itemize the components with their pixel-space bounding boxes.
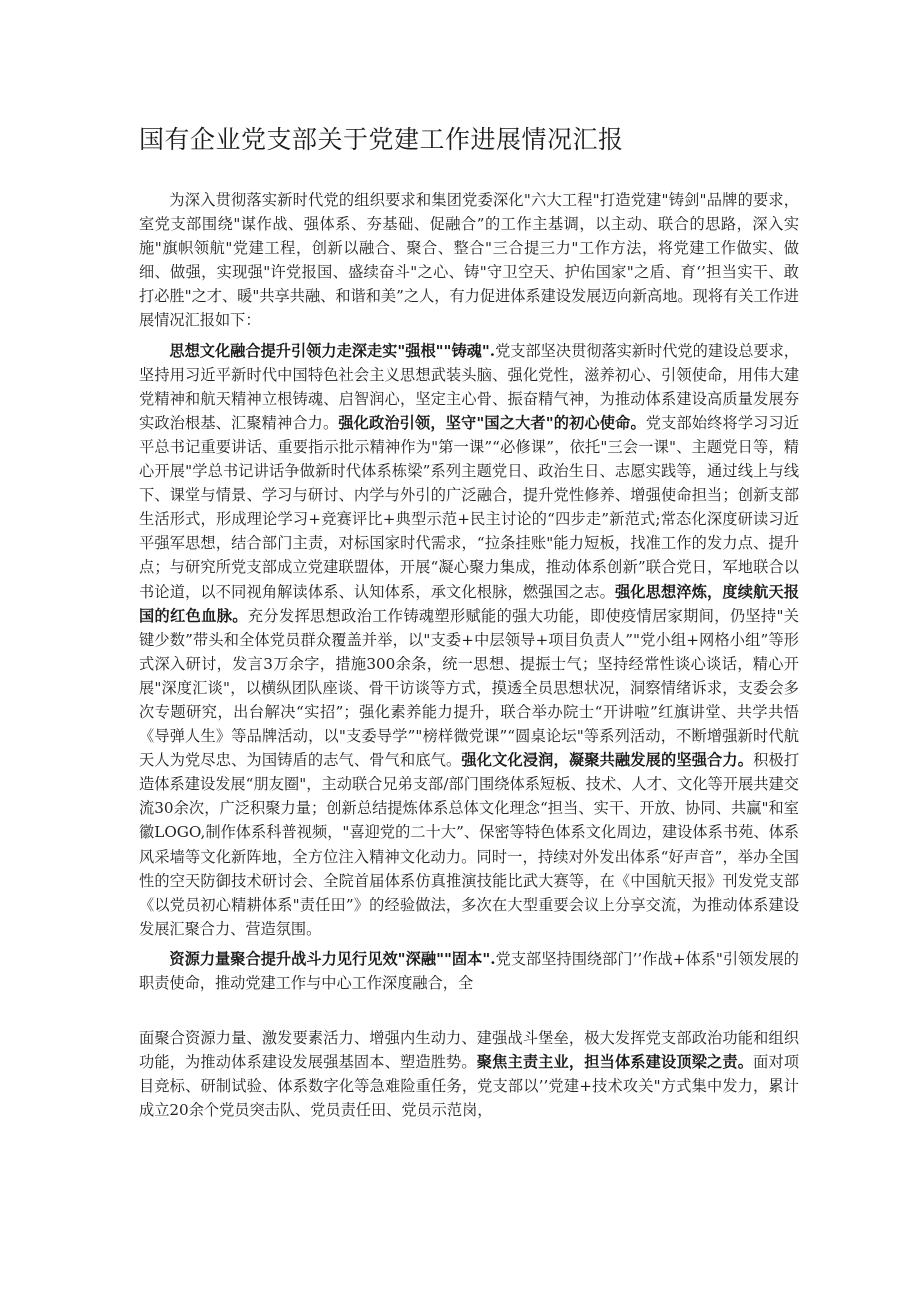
document-title: 国有企业党支部关于党建工作进展情况汇报: [139, 125, 624, 154]
intro-paragraph: 为深入贯彻落实新时代党的组织要求和集团党委深化"六大工程"打造党建"铸剑"品牌的要求，室党支部围绕"谋作战、强体系、夯基础、促融合”的工作主基调，以主动、联合的思路，深入实施"旗帜领航"党建工程，创新以融合、聚合、整合"三合提三力"工作方法，将党建工作做实、做细、做强，实现强"许党报国、盛续奋斗"之心、铸"守卫空天、护佑国家"之盾、育‘’担当实干、敢打必胜"之才、暖"共享共融、和谐和美”之人，有力促进体系建设发展迈向新高地。现将有关工作进展情况汇报如下：: [139, 191, 799, 330]
section-2-heading: 资源力量聚合提升战斗力见行见效"深融""固本".: [169, 949, 496, 968]
section-1-text-3: 充分发挥思想政治工作铸魂塑形赋能的强大功能，即使疫情居家期间，仍坚持"关键少数”带头和全体党员群众覆盖并举，以"支委+中层领导+项目负责人”"党小组+网格小组”等形式深入研讨，发言3万余字，措施300余条，统一思想、提振士气；坚持经常性谈心谈话，精心开展"深度汇谈"，以横纵团队座谈、骨干访谈等方式，摸透全员思想状况，洞察情绪诉求，支委会多次专题研究，出台解决“实招”；强化素养能力提升，联合举办院士“开讲啦”红旗讲堂、共学共悟《导弹人生》等品牌活动，以"支委导学”"榜样微党课”“圆桌论坛"等系列活动，不断增强新时代航天人为党尽忠、为国铸盾的志气、骨气和底气。: [139, 606, 799, 770]
section-1-text-1: 党支部坚决贯彻落实新时代党的建设总要求，坚持用习近平新时代中国特色社会主义思想武装头脑、强化党性，滋养初心、引领使命，用伟大建党精神和航天精神立根铸魂、启智润心，坚定主心骨、振奋精气神，为推动体系建设高质量发展夯实政治根基、汇聚精神合力。: [139, 341, 799, 432]
section-2-text-2: 面对项目竞标、研制试验、体系数字化等急难险重任务，党支部以’’党建+技术攻关"方式集中发力，累计成立20余个党员突击队、党员责任田、党员示范岗，: [139, 1053, 800, 1120]
section-1-heading: 思想文化融合提升引领力走深走实"强根""铸魂".: [169, 341, 496, 360]
section-1-sub-heading-3: 强化文化浸润，凝聚共融发展的坚强合力。: [461, 751, 754, 770]
section-2-paragraph: [139, 947, 799, 995]
section-1-sub-heading-1: 强化政治引领，坚守"国之大者"的初心使命。: [338, 413, 646, 432]
section-1-text-2: 党支部始终将学习习近平总书记重要讲话、重要指示批示精神作为"第一课”“必修课”，依托"三会一课"、主题党日等，精心开展"学总书记讲话争做新时代体系栋梁”系列主题党日、政治生日、志愿实践等，通过线上与线下、课堂与情景、学习与研讨、内学与外引的广泛融合，提升党性修养、增强使命担当；创新支部生活形式，形成理论学习+竞赛评比+典型示范+民主讨论的“四步走”新范式;常态化深度研读习近平强军思想，结合部门主责，对标国家时代需求，“拉条挂账"能力短板，找准工作的发力点、提升点；与研究所党支部成立党建联盟体，开展“凝心聚力集成，推动体系创新”联合党日，军地联合以书论道，以不同视角解读体系、认知体系，承文化根脉，燃强国之志。: [139, 413, 800, 601]
section-1-text-4: 积极打造体系建设发展“朋友圈"，主动联合兄弟支部/部门围绕体系短板、技术、人才、文化等开展共建交流30余次，广泛积聚力量；创新总结提炼体系总体文化理念“担当、实干、开放、协同、共赢"和室徽LOGO,制作体系科普视频，"喜迎党的二十大”、保密等特色体系文化周边，建设体系书苑、体系风采墙等文化新阵地，全方位注入精神文化动力。同时一，持续对外发出体系“好声音”，举办全国性的空天防御技术研讨会、全院首届体系仿真推演技能比武大赛等，在《中国航天报》刊发党支部《以党员初心精耕体系"责任田”》的经验做法，多次在大型重要会议上分享交流，为推动体系建设发展汇聚合力、营造氛围。: [139, 751, 800, 938]
section-2-text-1: 党支部坚持围绕部门’’作战+体系"引领发展的职责使命，推动党建工作与中心工作深度融合，全: [139, 949, 799, 992]
section-1-sub-heading-2: 强化思想淬炼，度续航天报国的红色血脉。: [139, 582, 800, 625]
section-1-paragraph: [139, 339, 799, 941]
page-break-gap: [139, 995, 799, 1026]
section-2-continued-paragraph: [139, 1026, 799, 1122]
section-2-text-1-continued: 面聚合资源力量、激发要素活力、增强内生动力、建强战斗堡垒，极大发挥党支部政治功能和组织功能，为推动体系建设发展强基固本、塑造胜势。: [139, 1029, 799, 1072]
section-2-sub-heading-1: 聚焦主责主业，担当体系建设顶梁之责。: [476, 1053, 754, 1072]
